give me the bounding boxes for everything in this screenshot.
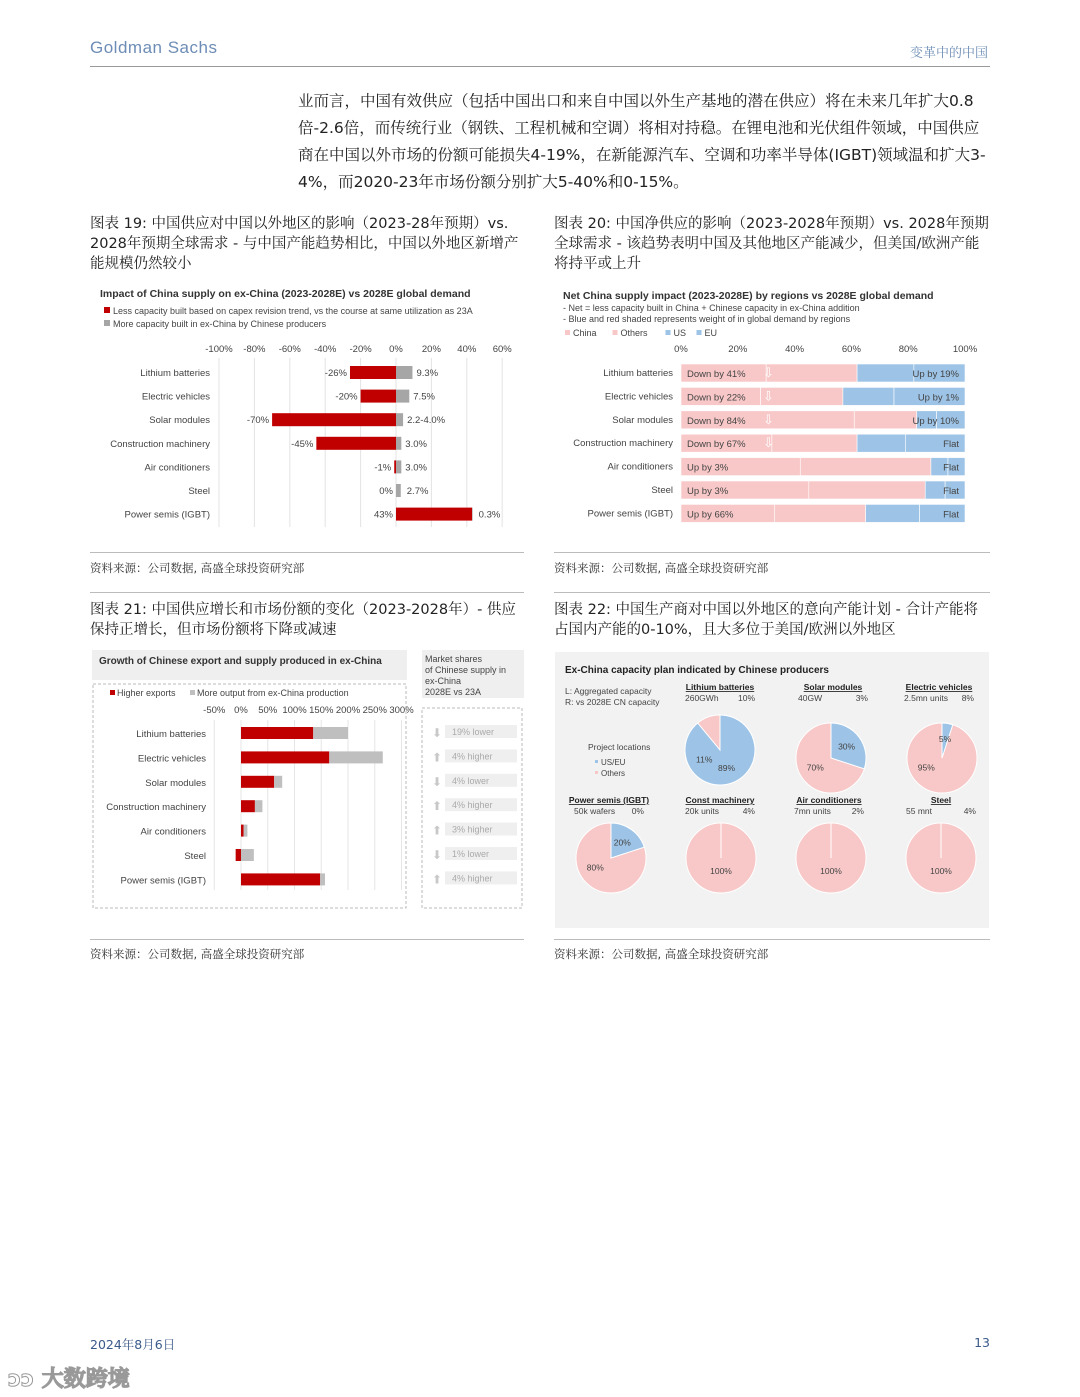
- pie-pct: 4%: [963, 806, 976, 816]
- chart-figure-21: [90, 650, 526, 912]
- bar-ex-china-output: [255, 800, 262, 812]
- category-label: Electric vehicles: [604, 391, 673, 403]
- chart-subtitle: - Net = less capacity built in China + Chinese capacity in ex-China addition: [563, 303, 860, 313]
- key-label: R: vs 2028E CN capacity: [565, 697, 660, 707]
- pie-label: 80%: [586, 862, 604, 873]
- legend-label: Others: [601, 769, 626, 778]
- data-label-right: Flat: [943, 486, 959, 497]
- category-label: Steel: [651, 485, 673, 496]
- x-tick-label: 40%: [785, 344, 805, 355]
- category-label: Solar modules: [145, 777, 206, 789]
- data-label-right: Flat: [943, 439, 959, 451]
- bar-us: [857, 364, 914, 382]
- down-arrow-icon: ⬇: [432, 774, 443, 789]
- pie-title: Power semis (IGBT): [568, 795, 650, 805]
- pie-label: 70%: [806, 762, 824, 773]
- chart-title: Growth of Chinese export and supply produced in ex-China: [99, 656, 382, 667]
- up-arrow-icon: ⬆: [432, 750, 443, 765]
- legend-swatch: [110, 690, 115, 695]
- figure-20-source: 资料来源：公司数据, 高盛全球投资研究部: [554, 561, 769, 575]
- category-label: Steel: [188, 486, 210, 497]
- legend-label: EU: [704, 328, 718, 338]
- data-label-right: Flat: [943, 509, 959, 521]
- x-tick-label: 20%: [728, 344, 748, 355]
- category-label: Lithium batteries: [136, 729, 206, 740]
- category-label: Solar modules: [149, 415, 210, 427]
- bar-others: [809, 481, 925, 499]
- side-title: ex-China: [425, 676, 462, 686]
- bar-ex-china-output: [320, 873, 325, 885]
- bar-higher-exports: [241, 825, 244, 837]
- pie-pct: 3%: [855, 693, 868, 703]
- x-tick-label: -20%: [349, 344, 372, 355]
- bar-ex-china-output: [274, 776, 282, 788]
- x-tick-label: 100%: [282, 705, 307, 716]
- x-tick-label: 0%: [234, 705, 248, 716]
- legend-swatch: [595, 771, 598, 774]
- market-share-change: 4% lower: [452, 775, 490, 786]
- bar-higher-exports: [241, 776, 274, 788]
- legend-label: More capacity built in ex-China by Chinese producers: [113, 319, 327, 329]
- category-label: Steel: [184, 851, 206, 862]
- pie-title: Solar modules: [803, 682, 863, 692]
- legend-label: Others: [620, 328, 648, 338]
- data-label-right: Up by 10%: [912, 415, 959, 427]
- bar-more-capacity: [396, 390, 409, 403]
- legend-swatch: [595, 760, 598, 763]
- pie-capacity: 2.5mn units: [904, 693, 948, 703]
- data-label: -70%: [246, 415, 270, 427]
- intro-paragraph: 业而言，中国有效供应（包括中国出口和来自中国以外生产基地的潜在供应）将在未来几年扩大0.8倍-2.6倍，而传统行业（钢铁、工程机械和空调）将相对持稳。在锂电池和光伏组件领域，中国供应商在中国以外市场的份额可能损失4-19%，在新能源汽车、空调和功率半导体(IGBT)领域温和扩大3-4%，而2020-23年市场份额分别扩大5-40%和0-15%。: [298, 92, 986, 191]
- up-arrow-icon: ⬆: [432, 799, 443, 814]
- pie-label: 100%: [820, 866, 842, 876]
- bar-more-capacity: [396, 366, 412, 379]
- chart-subtitle: - Blue and red shaded represents weight of in global demand by regions: [563, 314, 851, 324]
- category-label: Air conditioners: [607, 461, 673, 473]
- data-label-left: Up by 3%: [687, 486, 729, 497]
- category-label: Solar modules: [612, 414, 673, 426]
- data-label: 43%: [373, 509, 393, 521]
- market-share-change: 19% lower: [452, 727, 495, 737]
- legend-swatch: [565, 330, 570, 335]
- bar-us: [925, 481, 945, 499]
- x-tick-label: -80%: [243, 344, 266, 355]
- legend-swatch: [666, 330, 671, 335]
- data-label: 0.3%: [478, 509, 501, 521]
- bar-more-capacity: [396, 460, 401, 473]
- figure-19-source: 资料来源：公司数据, 高盛全球投资研究部: [90, 561, 305, 575]
- chart-figure-22: [555, 652, 989, 928]
- side-title: Market shares: [425, 654, 483, 664]
- category-label: Lithium batteries: [140, 368, 210, 379]
- category-label: Power semis (IGBT): [587, 508, 673, 520]
- side-title: of Chinese supply in: [425, 665, 507, 675]
- footer-date: 2024年8月6日: [90, 1337, 176, 1352]
- page-number: 13: [974, 1335, 990, 1350]
- pie-title: Electric vehicles: [905, 682, 973, 692]
- pie-label: 100%: [930, 866, 952, 876]
- figure-22-title: 图表 22: 中国生产商对中国以外地区的意向产能计划 - 合计产能将占国内产能的0-10%，且大多位于美国/欧洲以外地区: [554, 602, 979, 638]
- pie-capacity: 20k units: [685, 806, 720, 816]
- x-tick-label: 60%: [492, 344, 512, 355]
- category-label: Electric vehicles: [137, 753, 206, 765]
- market-share-change: 4% higher: [452, 800, 493, 811]
- category-label: Air conditioners: [144, 462, 210, 474]
- bar-others: [775, 504, 866, 522]
- data-label-left: Down by 22%: [687, 392, 746, 404]
- x-tick-label: 100%: [952, 344, 978, 355]
- x-tick-label: 250%: [362, 705, 387, 716]
- legend-label: US/EU: [601, 758, 626, 767]
- bar-us: [866, 504, 920, 522]
- up-arrow-icon: ⬆: [432, 823, 443, 838]
- bar-ex-china-output: [241, 849, 254, 861]
- category-label: Construction machinery: [110, 438, 210, 450]
- chart-title: Ex-China capacity plan indicated by Chinese producers: [565, 665, 829, 676]
- category-label: Power semis (IGBT): [124, 509, 210, 521]
- bar-less-capacity: [361, 390, 396, 403]
- figure-22-source: 资料来源：公司数据, 高盛全球投资研究部: [554, 947, 769, 961]
- pie-label: 95%: [917, 762, 935, 773]
- bar-ex-china-output: [244, 825, 248, 837]
- bar-higher-exports: [241, 727, 313, 739]
- watermark-logo: ↄↄ 大数跨境: [8, 1367, 130, 1392]
- down-arrow-icon: ⇩: [763, 365, 774, 380]
- pie-title: Const machinery: [685, 795, 755, 805]
- figure-21-title: 图表 21: 中国供应增长和市场份额的变化（2023-2028年）- 供应保持正增长，但市场份额将下降或减速: [90, 602, 516, 638]
- pie-capacity: 7mn units: [794, 806, 831, 816]
- market-share-change: 1% lower: [452, 849, 490, 859]
- pie-label: 5%: [938, 733, 952, 744]
- down-arrow-icon: ⬇: [432, 848, 443, 862]
- legend-label: Less capacity built based on capex revision trend, vs the course at same utilization as 23A: [113, 306, 473, 316]
- category-label: Power semis (IGBT): [120, 875, 206, 887]
- bar-higher-exports: [241, 800, 255, 812]
- bar-less-capacity: [394, 460, 396, 473]
- bar-more-capacity: [472, 508, 473, 521]
- category-label: Construction machinery: [573, 438, 673, 450]
- bar-others: [800, 458, 931, 476]
- legend-label: More output from ex-China production: [197, 688, 349, 698]
- pie-title: Lithium batteries: [685, 682, 755, 692]
- data-label: -26%: [324, 368, 347, 379]
- category-label: Air conditioners: [140, 826, 206, 838]
- data-label: -1%: [374, 462, 392, 474]
- legend-swatch: [104, 307, 110, 313]
- data-label-left: Up by 66%: [687, 509, 734, 521]
- x-tick-label: 40%: [457, 344, 477, 355]
- legend-title: Project locations: [588, 742, 651, 752]
- bar-others: [766, 364, 857, 382]
- bar-less-capacity: [350, 366, 396, 379]
- data-label: 2.7%: [406, 486, 429, 497]
- chart-title: Net China supply impact (2023-2028E) by regions vs 2028E global demand: [563, 290, 934, 302]
- down-arrow-icon: ⇩: [763, 435, 774, 451]
- market-share-change: 4% higher: [452, 751, 493, 762]
- data-label: -20%: [335, 391, 358, 403]
- pie-label: 100%: [710, 866, 732, 876]
- category-label: Lithium batteries: [603, 368, 673, 379]
- x-tick-label: 0%: [389, 344, 403, 355]
- data-label: 2.2-4.0%: [407, 415, 446, 427]
- bar-more-capacity: [396, 437, 401, 450]
- data-label-left: Down by 41%: [687, 369, 746, 380]
- bar-others: [772, 434, 857, 452]
- x-tick-label: 200%: [335, 705, 361, 716]
- x-tick-label: 60%: [841, 344, 861, 355]
- data-label: 9.3%: [416, 368, 439, 379]
- bar-others: [854, 411, 916, 429]
- market-share-change: 4% higher: [452, 873, 493, 884]
- header-divider: [90, 66, 990, 67]
- figure-20-title: 图表 20: 中国净供应的影响（2023-2028年预期）vs. 2028年预期全球需求 - 该趋势表明中国及其他地区产能减少，但美国/欧洲产能将持平或上升: [554, 216, 989, 272]
- figure-21-source: 资料来源：公司数据, 高盛全球投资研究部: [90, 947, 305, 961]
- pie-pct: 2%: [851, 806, 864, 816]
- pie-title: Air conditioners: [796, 795, 862, 805]
- legend-swatch: [613, 330, 618, 335]
- bar-more-capacity: [396, 484, 401, 497]
- bar-higher-exports: [236, 849, 241, 861]
- bar-higher-exports: [241, 873, 320, 885]
- section-title: 变革中的中国: [909, 46, 988, 61]
- x-tick-label: 300%: [389, 705, 414, 716]
- legend-swatch: [104, 320, 110, 326]
- data-label-left: Down by 67%: [687, 439, 746, 451]
- x-tick-label: 80%: [898, 344, 918, 355]
- x-tick-label: 20%: [421, 344, 441, 355]
- pie-label: 89%: [718, 763, 736, 774]
- data-label-right: Up by 19%: [912, 369, 959, 380]
- x-tick-label: -50%: [203, 705, 226, 716]
- pie-capacity: 260GWh: [685, 693, 719, 703]
- x-tick-label: -60%: [278, 344, 301, 355]
- figure-19-title: 图表 19: 中国供应对中国以外地区的影响（2023-28年预期）vs. 2028年预期全球需求 - 与中国产能趋势相比，中国以外地区新增产能规模仍然较小: [90, 216, 519, 272]
- down-arrow-icon: ⇩: [763, 411, 774, 427]
- data-label-right: Flat: [943, 462, 959, 474]
- bar-us: [843, 387, 894, 405]
- x-tick-label: 50%: [258, 705, 278, 716]
- bar-ex-china-output: [329, 751, 383, 763]
- chart-title: Impact of China supply on ex-China (2023-2028E) vs 2028E global demand: [100, 288, 471, 300]
- x-tick-label: -100%: [205, 344, 233, 355]
- pie-title: Steel: [930, 795, 952, 805]
- pie-capacity: 55 mnt: [906, 806, 932, 816]
- category-label: Electric vehicles: [141, 391, 210, 403]
- x-tick-label: 0%: [674, 344, 688, 355]
- down-arrow-icon: ⇩: [763, 388, 774, 404]
- category-label: Construction machinery: [106, 802, 206, 814]
- data-label-left: Down by 84%: [687, 415, 746, 427]
- pie-label: 30%: [838, 741, 856, 752]
- market-share-change: 3% higher: [452, 824, 493, 835]
- side-title: 2028E vs 23A: [425, 687, 482, 697]
- pie-pct: 4%: [742, 806, 755, 816]
- data-label: -45%: [291, 438, 314, 450]
- up-arrow-icon: ⬆: [432, 872, 443, 887]
- legend-label: US: [673, 328, 687, 338]
- legend-swatch: [190, 690, 195, 695]
- pie-pct: 0%: [631, 806, 644, 816]
- bar-more-capacity: [396, 413, 403, 426]
- data-label-right: Up by 1%: [917, 392, 959, 404]
- bar-higher-exports: [241, 751, 329, 763]
- brand-logo: Goldman Sachs: [90, 38, 218, 57]
- pie-pct: 8%: [961, 693, 974, 703]
- data-label: 3.0%: [405, 438, 427, 450]
- bar-ex-china-output: [313, 727, 348, 739]
- chart-figure-19: [90, 282, 524, 532]
- pie-capacity: 40GW: [798, 693, 823, 703]
- legend-label: Higher exports: [117, 688, 176, 698]
- x-tick-label: 150%: [309, 705, 334, 716]
- bar-less-capacity: [272, 413, 396, 426]
- pie-label: 11%: [696, 754, 713, 765]
- chart-figure-20: [555, 282, 989, 532]
- data-label: 0%: [379, 486, 393, 497]
- pie-label: 20%: [613, 837, 631, 848]
- bar-less-capacity: [396, 508, 472, 521]
- data-label-left: Up by 3%: [687, 462, 729, 474]
- pie-capacity: 50k wafers: [574, 806, 616, 816]
- pie-pct: 10%: [737, 693, 755, 703]
- x-tick-label: -40%: [314, 344, 337, 355]
- bar-us: [857, 434, 905, 452]
- legend-label: China: [573, 328, 597, 338]
- legend-swatch: [697, 330, 702, 335]
- pie-slice-us-eu: [685, 715, 755, 785]
- key-label: L: Aggregated capacity: [565, 686, 652, 696]
- data-label: 7.5%: [413, 391, 435, 403]
- data-label: 3.0%: [405, 462, 427, 474]
- down-arrow-icon: ⬇: [432, 726, 443, 740]
- bar-less-capacity: [316, 437, 396, 450]
